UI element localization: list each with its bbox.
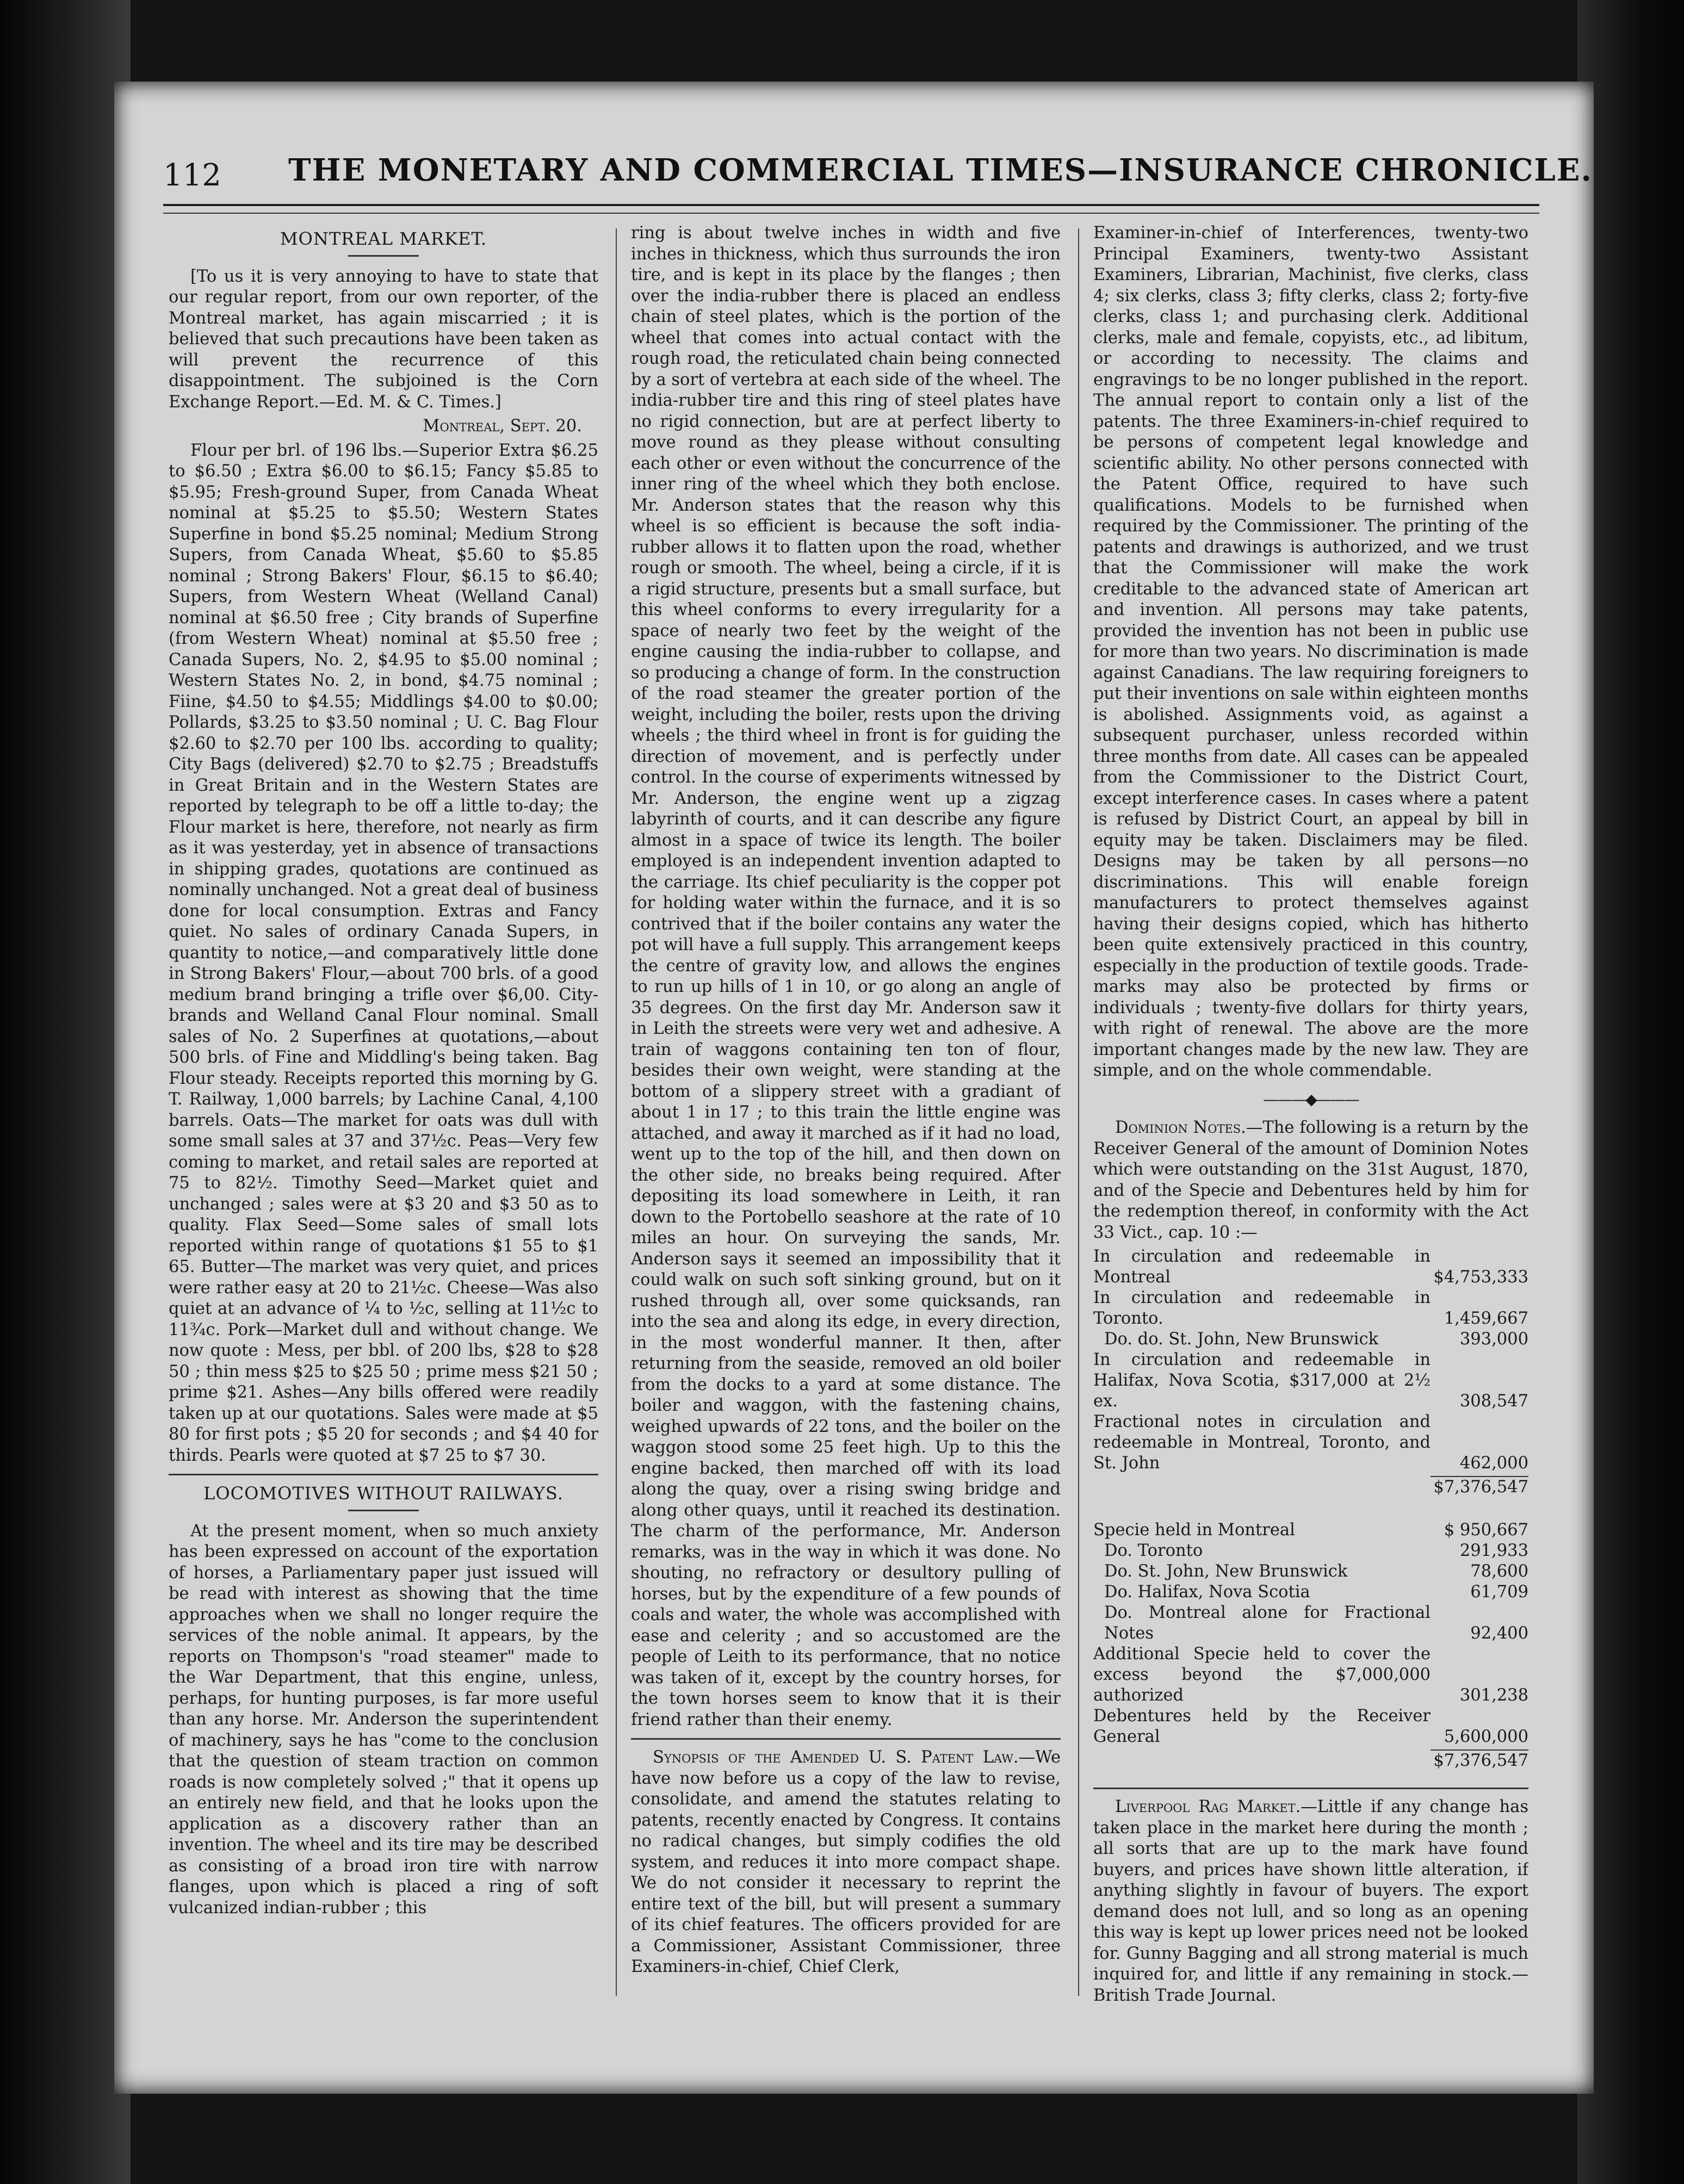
table-row — [1093, 1582, 1528, 1603]
page-number: 112 — [163, 158, 221, 193]
column-rule — [616, 228, 617, 1996]
table-row — [1093, 1706, 1528, 1747]
page-header — [163, 136, 1593, 218]
rag-market-lead: Liverpool Rag Market. — [1115, 1797, 1301, 1816]
locomotives-article: At the present moment, when so much anxiety has been expressed on account of the exportation of horses, a Parliamentary paper just issued will be read with interest as showing that the time approaches when we shall no longer require the services of the noble animal. It appears, by the reports on Thompson's "road steamer" made to the War Department, that this engine, unless, perhaps, for hunting purposes, is far more useful than any horse. Mr. Anderson the superintendent of machinery, says he has "come to the conclusion that the question of steam traction on common roads is now completely solved ;" that it opens up an entirely new field, and that he looks upon the application as a discovery rather than an invention. The wheel and its tire may be described as consisting of a broad iron tire with narrow flanges, upon which is placed a ring of soft vulcanized indian-rubber ; this — [169, 1521, 598, 1918]
table-row — [1093, 1561, 1528, 1582]
row-amount: $4,753,333 — [1433, 1268, 1528, 1287]
dominion-notes-lead: Dominion Notes. — [1115, 1118, 1246, 1137]
table-row — [1093, 1412, 1528, 1474]
table-row — [1093, 1541, 1528, 1561]
market-report: Flour per brl. of 196 lbs.—Superior Extra $6.25 to $6.50 ; Extra $6.00 to $6.15; Fancy $5.85 to $5.95; Fresh-ground Super, from Canada Wheat nominal at $5.25 to $5.50; Western States Superfine in bond $5.25 nominal; Medium Strong Supers, from Canada Wheat, $5.60 to $5.85 nominal ; Strong Bakers' Flour, $6.15 to $6.40; Supers, from Western Wheat (Welland Canal) nominal at $6.50 free ; City brands of Superfine (from Western Wheat) nominal at $5.50 free ; Canada Supers, No. 2, $4.95 to $5.00 nominal ; Western States No. 2, in bond, $4.75 nominal ; Fiine, $4.50 to $4.55; Middlings $4.00 to $0.00; Pollards, $3.25 to $3.50 nominal ; U. C. Bag Flour $2.60 to $2.70 per 100 lbs. according to quality; City Bags (delivered) $2.70 to $2.75 ; Breadstuffs in Great Britain and in the Western States are reported by telegraph to be off a little to-day; the Flour market is here, therefore, not nearly as firm as it was yesterday, yet in absence of transactions in shipping grades, quotations are continued as nominally unchanged. Not a great deal of business done for local consumption. Extras and Fancy quiet. No sales of ordinary Canada Supers, in quantity to notice,—and comparatively little done in Strong Bakers' Flour,—about 700 brls. of a good medium brand bringing a trifle over $6,00. City-brands and Welland Canal Flour nominal. Small sales of No. 2 Superfines at quotations,—about 500 brls. of Fine and Middling's being taken. Bag Flour steady. Receipts reported this morning by G. T. Railway, 1,000 barrels; by Lachine Canal, 4,100 barrels. Oats—The market for oats was dull with some small sales at 37 and 37½c. Peas—Very few coming to market, and retail sales are reported at 75 to 82½. Timothy Seed—Market quiet and unchanged ; sales were at $3 20 and $3 50 as to quality. Flax Seed—Some sales of small lots reported within range of quotations $1 55 to $1 65. Butter—The market was very quiet, and prices were rather easy at 20 to 21½c. Cheese—Was also quiet at an advance of ¼ to ½c, selling at 11½c to 11¾c. Pork—Market dull and without change. We now quote : Mess, per bbl. of 200 lbs, $28 to $28 50 ; thin mess $25 to $25 50 ; prime mess $21 50 ; prime $21. Ashes—Any bills offered were readily taken up at our quotations. Sales were made at $5 80 for first pots ; $5 20 for seconds ; and $4 40 for thirds. Pearls were quoted at $7 25 to $7 30. — [169, 440, 598, 1465]
row-label: Specie held in Montreal — [1093, 1520, 1295, 1540]
row-label: Debentures held by the Receiver General — [1093, 1706, 1431, 1746]
row-label: Additional Specie held to cover the excess beyond the $7,000,000 authorized — [1093, 1644, 1431, 1705]
section-rule — [1093, 1788, 1528, 1789]
table-row — [1093, 1288, 1528, 1329]
column-1 — [169, 223, 598, 2018]
header-rule — [163, 204, 1539, 214]
row-label: Do. Montreal alone for Fractional Notes — [1104, 1603, 1431, 1643]
section-ornament: ———◆——— — [1263, 1090, 1359, 1108]
row-amount: 393,000 — [1459, 1330, 1528, 1349]
row-amount: 5,600,000 — [1444, 1727, 1528, 1746]
patent-law-paragraph — [631, 1747, 1061, 1978]
rag-market-paragraph — [1093, 1797, 1528, 2006]
row-amount: 308,547 — [1459, 1392, 1528, 1411]
row-label: In circulation and redeemable in Toronto. — [1093, 1288, 1431, 1328]
circulation-total: $7,376,547 — [1433, 1478, 1528, 1497]
montreal-market-heading: MONTREAL MARKET. — [280, 228, 487, 249]
row-amount: 92,400 — [1470, 1623, 1528, 1643]
locomotives-article-continued: ring is about twelve inches in width and five inches in thickness, which thus surrounds the iron tire, and is kept in its place by the flanges ; then over the india-rubber there is placed an endless chain of steel plates, which is the portion of the wheel that comes into actual contact with the rough road, the reticulated chain being connected by a sort of vertebra at each side of the wheel. The india-rubber tire and this ring of steel plates have no rigid connection, but are at perfect liberty to move round as they please without consulting each other or even without the concurrence of the inner ring of the wheel which they both enclose. Mr. Anderson states that the reason why this wheel is so efficient is because the soft india-rubber allows it to flatten upon the road, whether rough or smooth. The wheel, being a circle, if it is a rigid structure, presents but a small surface, but this wheel conforms to every irregularity for a space of nearly two feet by the weight of the engine causing the india-rubber to collapse, and so producing a change of form. In the construction of the road steamer the greater portion of the weight, including the boiler, rests upon the driving wheels ; the third wheel in front is for guiding the direction of movement, and is perfectly under control. In the course of experiments witnessed by Mr. Anderson, the engine went up a zigzag labyrinth of courts, and it can describe any figure almost in a space of twice its length. The boiler employed is an independent invention adapted to the carriage. Its chief peculiarity is the copper pot for holding water within the furnace, and it is so contrived that if the boiler contains any water the pot will have a full supply. This arrangement keeps the centre of gravity low, and allows the engines to run up hills of 1 in 10, or go along an angle of 35 degrees. On the first day Mr. Anderson saw it in Leith the streets were very wet and adhesive. A train of waggons containing ten ton of flour, besides their own weight, were standing at the bottom of a slippery street with a gradiant of about 1 in 17 ; to this train the little engine was attached, and away it marched as if it had no load, went up to the top of the hill, and then down on the other side, no breaks being required. After depositing its load somewhere in Leith, it ran down to the Portobello seashore at the rate of 10 miles an hour. On surveying the sands, Mr. Anderson says it seemed an impossibility that it could walk on such soft sinking ground, but on it rushed through all, over some quicksands, ran into the sea and along its edge, in every direction, in the most wonderful manner. It then, after returning from the seaside, removed an old boiler from the docks to a yard at some distance. The boiler and waggon, with the fastening chains, weighed upwards of 22 tons, and the boiler on the waggon stood some 25 feet high. Up to this the engine backed, then marched off with its load along the quay, over a rising swing bridge and along other quays, until it reached its destination. The charm of the performance, Mr. Anderson remarks, was in the way in which it was done. No shouting, no refractory or desultory pulling of horses, but by the expenditure of a few pounds of coals and water, the whole was accomplished with ease and celerity ; and so accustomed are the people of Leith to its performance, that no notice was taken of it, except by the country horses, for the town horses seem to know that it is their friend rather than their enemy. — [631, 224, 1061, 1729]
table-row — [1093, 1603, 1528, 1644]
table-row — [1093, 1329, 1528, 1350]
specie-table — [1093, 1520, 1528, 1747]
row-amount: $ 950,667 — [1444, 1520, 1528, 1540]
row-label: Do. St. John, New Brunswick — [1104, 1561, 1348, 1581]
section-rule — [169, 1474, 598, 1475]
locomotives-heading: LOCOMOTIVES WITHOUT RAILWAYS. — [203, 1483, 564, 1504]
table-row — [1093, 1246, 1528, 1288]
rag-market-text: —Little if any change has taken place in the market here during the month ; all sorts that are up to the mark have found buyers, and prices have shown little alteration, if anything slightly in favour of buyers. The export demand does not lull, and so long as an opening this way is kept up lower prices need not be looked for. Gunny Bagging and all strong material is much inquired for, and little if any remaining in stock.—British Trade Journal. — [1093, 1797, 1528, 2005]
row-label: Fractional notes in circulation and redeemable in Montreal, Toronto, and St. John — [1093, 1412, 1431, 1473]
newspaper-page — [114, 82, 1594, 2094]
table-row — [1093, 1350, 1528, 1412]
row-label: Do. Halifax, Nova Scotia — [1104, 1582, 1310, 1602]
section-rule — [631, 1738, 1061, 1740]
column-2 — [631, 223, 1061, 2018]
dominion-notes-text: —The following is a return by the Receiver General of the amount of Dominion Notes which were outstanding on the 31st August, 1870, and of the Specie and Debentures held by him for the redemption thereof, in conformity with the Act 33 Vict., cap. 10 :— — [1093, 1118, 1528, 1242]
row-amount: 291,933 — [1459, 1541, 1528, 1560]
table-row — [1093, 1520, 1528, 1541]
row-label: In circulation and redeemable in Montreal — [1093, 1247, 1431, 1287]
specie-total: $7,376,547 — [1433, 1751, 1528, 1770]
row-amount: 462,000 — [1459, 1454, 1528, 1473]
row-amount: 78,600 — [1470, 1561, 1528, 1581]
row-amount: 61,709 — [1470, 1582, 1528, 1602]
dominion-notes-paragraph — [1093, 1118, 1528, 1243]
heading-rule — [348, 255, 419, 257]
row-label: In circulation and redeemable in Halifax, Nova Scotia, $317,000 at 2½ ex. — [1093, 1350, 1431, 1411]
row-amount: 301,238 — [1459, 1685, 1528, 1705]
row-label: Do. do. St. John, New Brunswick — [1104, 1330, 1379, 1349]
scan-left-edge — [0, 0, 131, 2184]
editorial-note: [To us it is very annoying to have to state that our regular report, from our own reporter, of the Montreal market, has again miscarried ; it is believed that such precautions have been taken as will prevent the recurrence of this disappointment. The subjoined is the Corn Exchange Report.—Ed. M. & C. Times.] — [169, 266, 598, 412]
patent-law-text: —We have now before us a copy of the law to revise, consolidate, and amend the statutes relating to patents, recently enacted by Congress. It contains no radical changes, but simply codifies the old system, and reduces it into more compact shape. We do not consider it necessary to reprint the entire text of the bill, but will present a summary of its chief features. The officers provided for are a Commissioner, Assistant Commissioner, three Examiners-in-chief, Chief Clerk, — [631, 1748, 1061, 1976]
row-label: Do. Toronto — [1104, 1541, 1203, 1560]
heading-rule — [348, 1510, 419, 1511]
running-head: THE MONETARY AND COMMERCIAL TIMES—INSURANCE CHRONICLE. — [288, 152, 1593, 188]
column-rule — [1078, 228, 1079, 1996]
patent-law-lead: Synopsis of the Amended U. S. Patent Law. — [653, 1748, 1019, 1767]
table-row — [1093, 1644, 1528, 1706]
column-3 — [1093, 223, 1528, 2018]
row-amount: 1,459,667 — [1444, 1309, 1528, 1328]
patent-law-continued: Examiner-in-chief of Interferences, twenty-two Principal Examiners, twenty-two Assistant Examiners, Librarian, Machinist, five clerks, class 4; six clerks, class 3; fifty clerks, class 2; forty-five clerks, class 1; and purchasing clerk. Additional clerks, male and female, copyists, etc., ad libitum, or according to necessity. The claims and engravings to be no longer published in the report. The annual report to contain only a list of the patents. The three Examiners-in-chief required to be persons of competent legal knowledge and scientific ability. No other persons connected with the Patent Office, required to have such qualifications. Models to be furnished when required by the Commissioner. The printing of the patents and drawings is authorized, and we trust that the Commissioner will make the work creditable to the advanced state of American art and invention. All persons may take patents, provided the invention has not been in public use for more than two years. No discrimination is made against Canadians. The law requiring foreigners to put their inventions on sale within eighteen months is abolished. Assignments void, as against a subsequent purchaser, unless recorded within three months from date. All cases can be appealed from the Commissioner to the District Court, except interference cases. In cases where a patent is refused by District Court, an appeal by bill in equity may be taken. Disclaimers may be filed. Designs may be taken by all persons—no discriminations. This will enable foreign manufacturers to protect themselves against having their designs copied, which has hitherto been quite extensively practiced in this country, especially in the production of textile goods. Trade-marks may also be protected by firms or individuals ; twenty-five dollars for thirty years, with right of renewal. The above are the more important changes made by the new law. They are simple, and on the whole commendable. — [1093, 224, 1528, 1080]
circulation-table — [1093, 1246, 1528, 1474]
dateline: Montreal, Sept. 20. — [423, 417, 582, 436]
